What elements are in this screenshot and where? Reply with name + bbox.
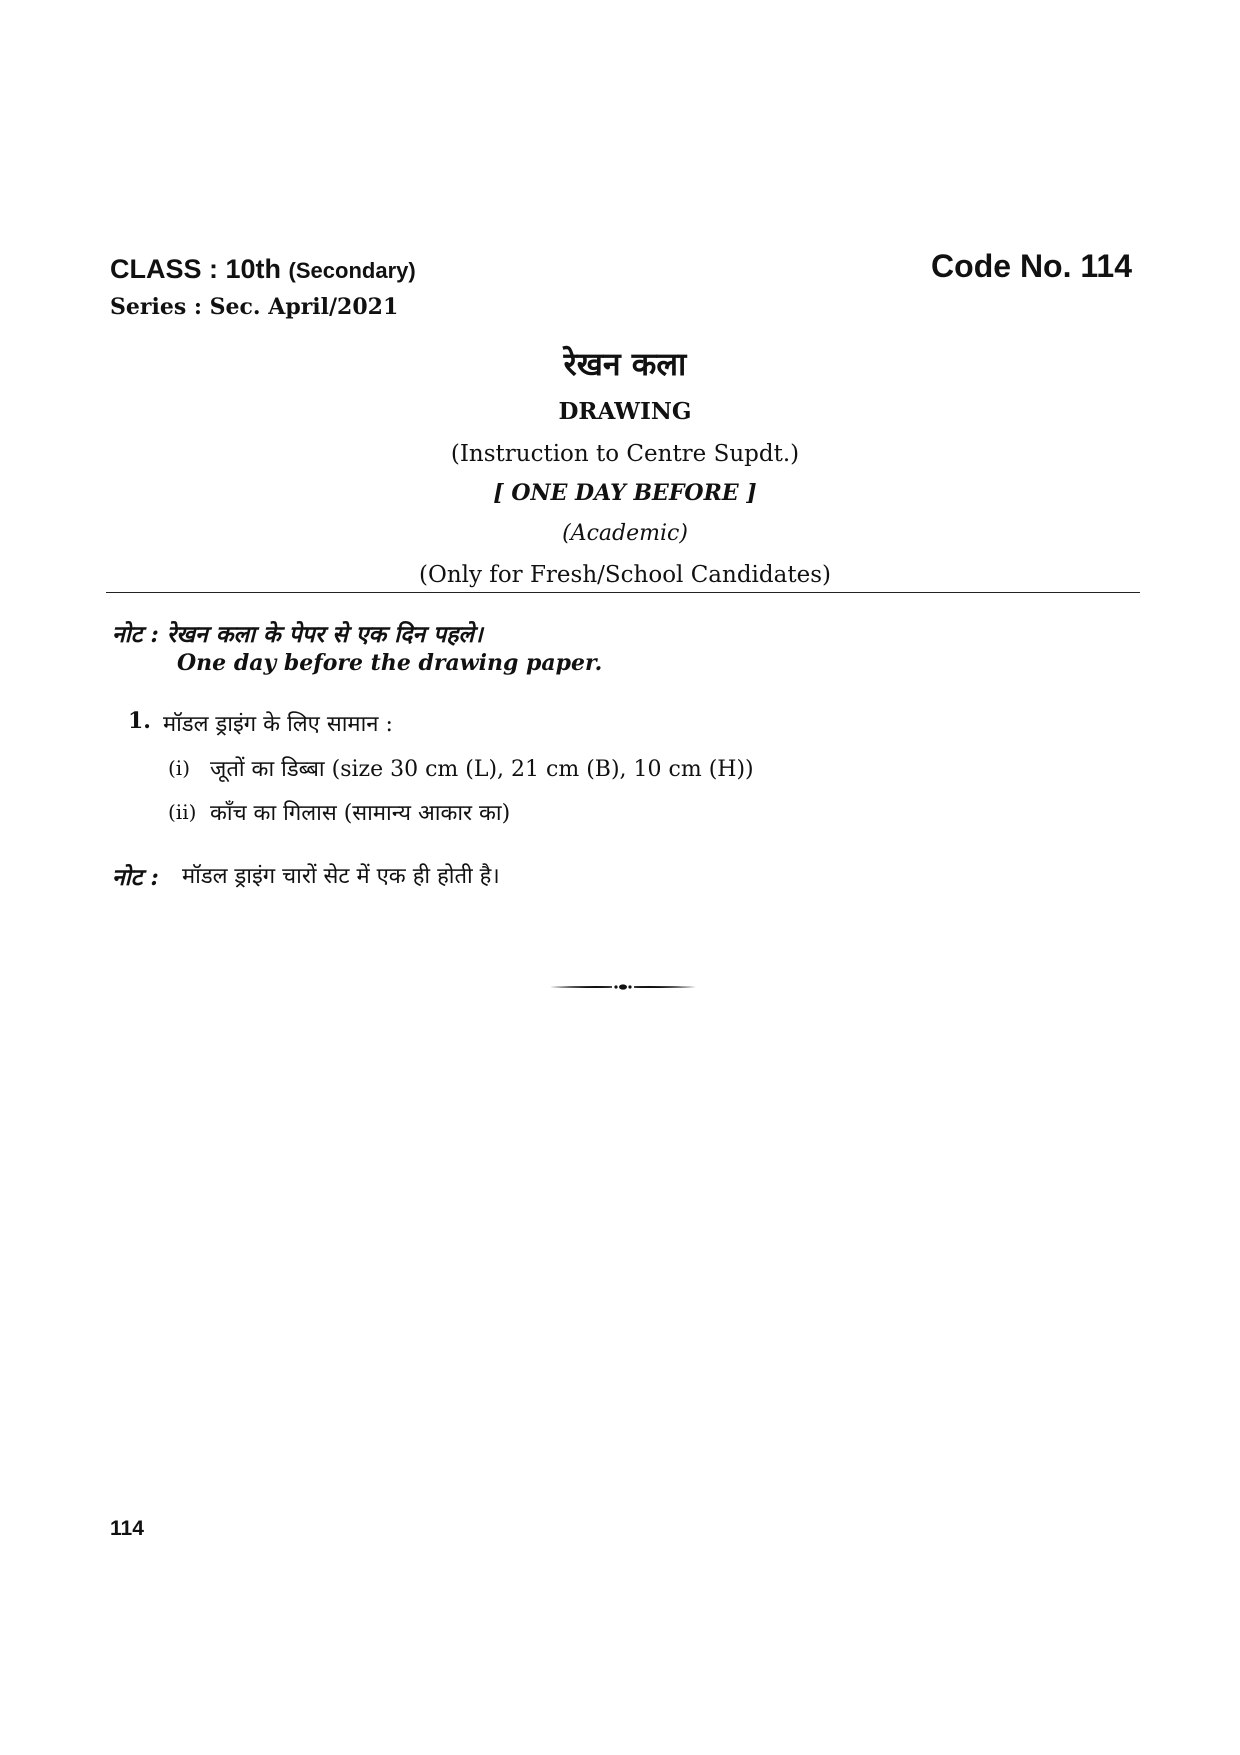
note-hindi: नोट : रेखन कला के पेपर से एक दिन पहले। xyxy=(112,621,483,648)
instruction-line: (Instruction to Centre Supdt.) xyxy=(450,441,800,467)
class-label: CLASS : 10th xyxy=(110,254,282,284)
class-sub-label: (Secondary) xyxy=(288,258,416,283)
candidates-line: (Only for Fresh/School Candidates) xyxy=(419,562,831,588)
code-number: Code No. 114 xyxy=(931,248,1132,284)
stream-line: (Academic) xyxy=(562,521,688,546)
item-label: (ii) xyxy=(168,800,197,824)
note2-label: नोट : xyxy=(112,864,159,891)
english-subject-title: DRAWING xyxy=(558,398,692,425)
item-text: काँच का गिलास (सामान्य आकार का) xyxy=(210,801,511,826)
hindi-subject-title: रेखन कला xyxy=(563,345,687,383)
question-text: मॉडल ड्राइंग के लिए सामान : xyxy=(163,712,393,737)
item-text: जूतों का डिब्बा (size 30 cm (L), 21 cm (B), 10 cm (H)) xyxy=(210,757,754,782)
page-number: 114 xyxy=(110,1517,144,1540)
question-number: 1. xyxy=(128,708,151,734)
ornament-divider-icon xyxy=(550,980,696,994)
class-heading xyxy=(110,254,416,285)
note-english: One day before the drawing paper. xyxy=(177,650,603,676)
note2-text: मॉडल ड्राइंग चारों सेट में एक ही होती है। xyxy=(182,864,500,889)
timing-line: [ ONE DAY BEFORE ] xyxy=(493,480,757,506)
header-divider xyxy=(106,592,1140,593)
series-line: Series : Sec. April/2021 xyxy=(110,294,399,320)
item-label: (i) xyxy=(168,756,191,780)
